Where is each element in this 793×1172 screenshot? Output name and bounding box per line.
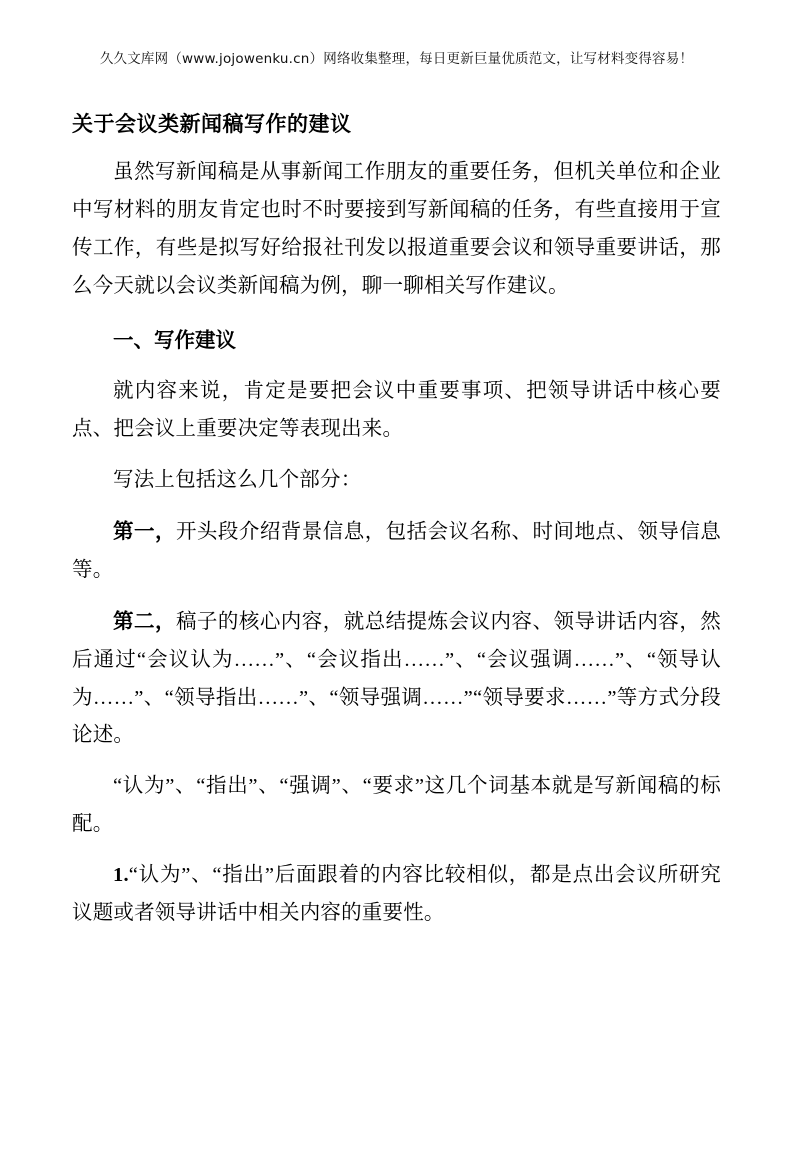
site-watermark-note: 久久文库网（www.jojowenku.cn）网络收集整理，每日更新巨量优质范文，让写材料变得容易！ — [99, 51, 694, 67]
section-heading-writing-advice: 一、写作建议 — [113, 328, 236, 353]
point-2-text: 稿子的核心内容，就总结提炼会议内容、领导讲话内容，然后通过“会议认为……”、“会议指出……”、“会议强调……”、“领导认为……”、“领导指出……”、“领导强调……”“领导要求……”等方式分段论述。 — [72, 610, 721, 747]
paragraph-numbered-1 — [72, 857, 721, 933]
point-1-lead: 第一， — [113, 518, 176, 543]
numbered-1-lead: 1. — [113, 864, 129, 887]
point-2-lead: 第二， — [113, 608, 176, 633]
paragraph-standard-words: “认为”、“指出”、“强调”、“要求”这几个词基本就是写新闻稿的标配。 — [72, 775, 721, 836]
document-page — [0, 50, 793, 1172]
paragraph-point-1 — [72, 513, 721, 590]
page-title: 关于会议类新闻稿写作的建议 — [72, 111, 352, 136]
paragraph-point-2 — [72, 603, 721, 756]
paragraph-intro: 虽然写新闻稿是从事新闻工作朋友的重要任务，但机关单位和企业中写材料的朋友肯定也时不时要接到写新闻稿的任务，有些直接用于宣传工作，有些是拟写好给报社刊发以报道重要会议和领导重要讲话，那么今天就以会议类新闻稿为例，聊一聊相关写作建议。 — [72, 161, 721, 298]
point-1-text: 开头段介绍背景信息，包括会议名称、时间地点、领导信息等。 — [72, 520, 721, 581]
paragraph-content-scope: 就内容来说，肯定是要把会议中重要事项、把领导讲话中核心要点、把会议上重要决定等表现出来。 — [72, 380, 721, 440]
numbered-1-text: “认为”、“指出”后面跟着的内容比较相似，都是点出会议所研究议题或者领导讲话中相关内容的重要性。 — [72, 864, 721, 925]
paragraph-structure-intro: 写法上包括这么几个部分： — [113, 468, 362, 491]
